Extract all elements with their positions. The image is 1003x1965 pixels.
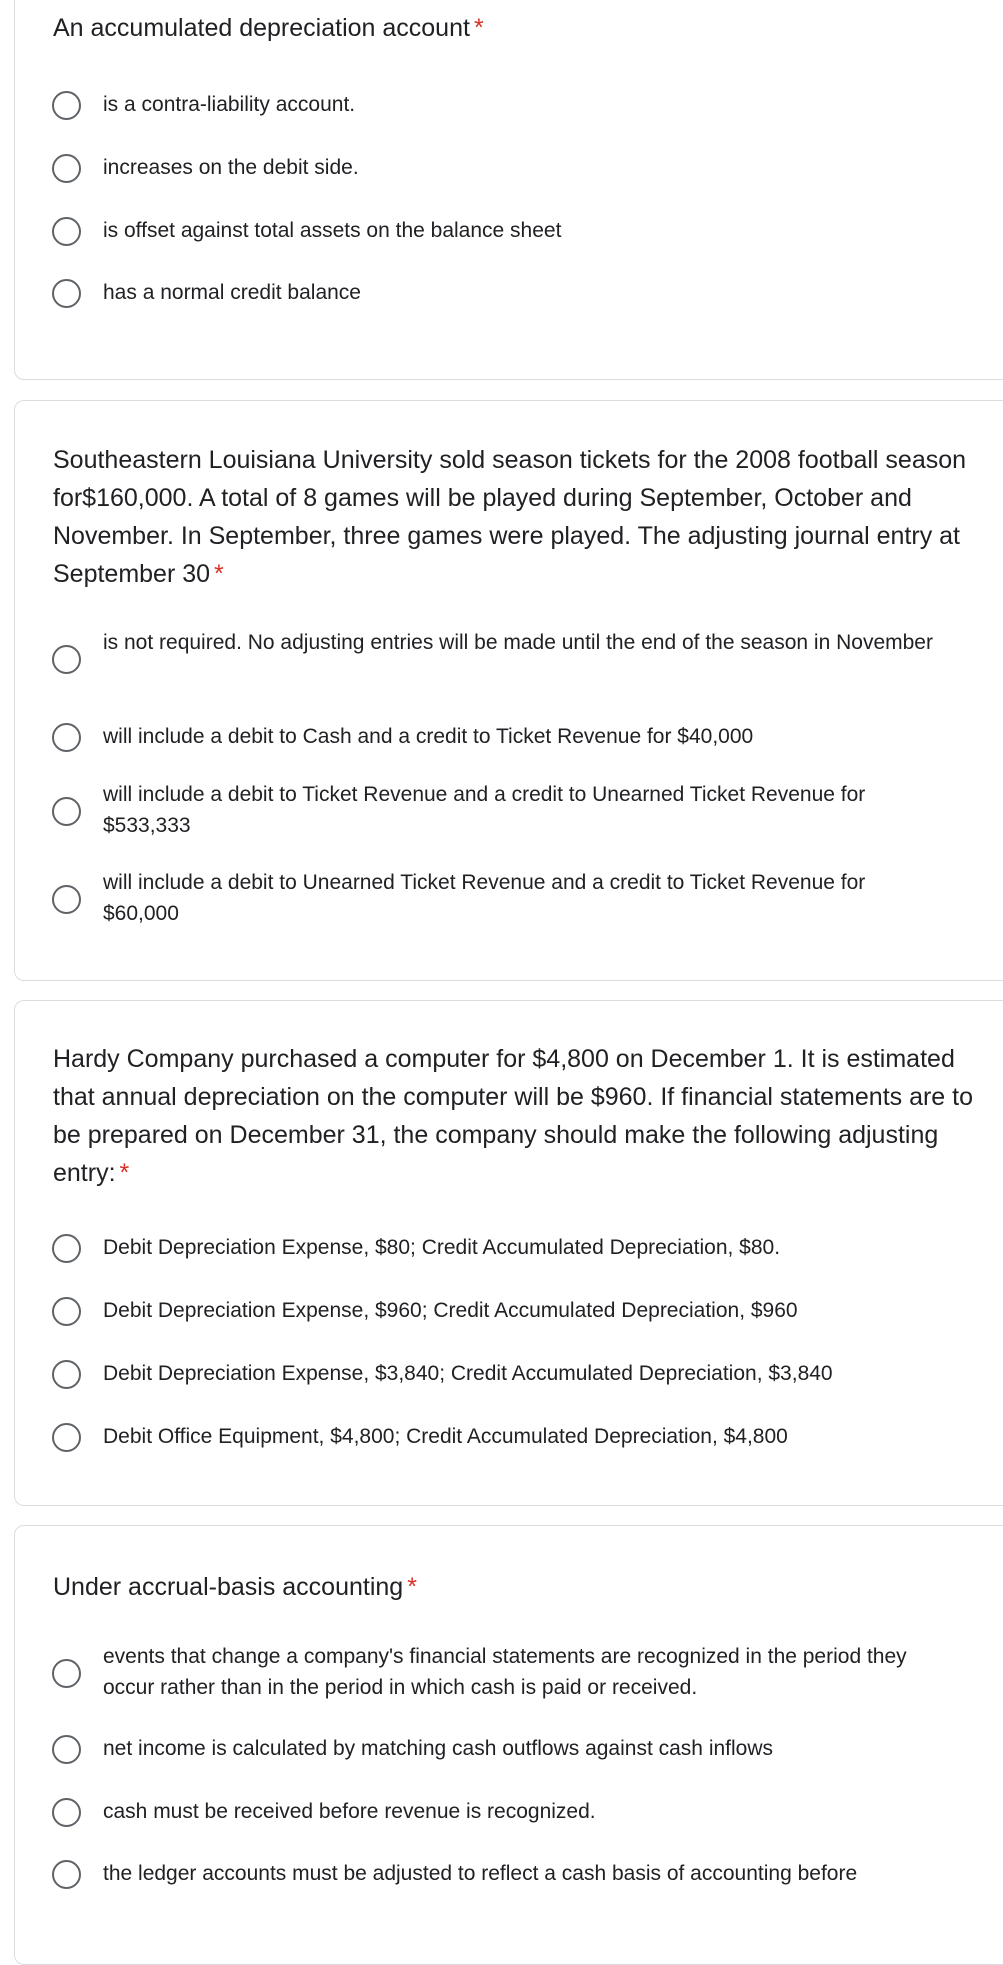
radio-option[interactable] [15,1729,1003,1769]
radio-button-icon[interactable] [52,217,81,246]
radio-option[interactable] [15,1641,1003,1705]
option-label: is offset against total assets on the balance sheet [103,219,562,242]
radio-option[interactable] [15,1792,1003,1832]
radio-button-icon[interactable] [52,1860,81,1889]
question-title [53,441,978,593]
required-asterisk: * [214,560,224,588]
radio-button-icon[interactable] [52,1423,81,1452]
radio-button-icon[interactable] [52,645,81,674]
option-label: Debit Depreciation Expense, $3,840; Credit Accumulated Depreciation, $3,840 [103,1362,833,1385]
radio-option[interactable] [15,779,1003,843]
option-label: Debit Depreciation Expense, $80; Credit Accumulated Depreciation, $80. [103,1236,781,1259]
radio-button-icon[interactable] [52,1735,81,1764]
option-label: will include a debit to Unearned Ticket Revenue and a credit to Ticket Revenue for $60,000 [103,871,866,925]
radio-option[interactable] [15,867,1003,931]
radio-button-icon[interactable] [52,154,81,183]
radio-option[interactable] [15,717,1003,757]
radio-option[interactable] [15,1417,1003,1457]
option-label: will include a debit to Cash and a credit to Ticket Revenue for $40,000 [103,725,754,748]
question-text: Southeastern Louisiana University sold season tickets for the 2008 football season for$160,000. A total of 8 games will be played during September, October and November. In September, three games were played. The adjusting journal entry at September 30 [53,446,967,588]
question-text: An accumulated depreciation account [53,14,470,42]
radio-option[interactable] [15,1291,1003,1331]
question-card [14,400,1003,981]
radio-button-icon[interactable] [52,797,81,826]
required-asterisk: * [473,14,484,42]
radio-option[interactable] [15,85,1003,125]
question-text: Hardy Company purchased a computer for $4,800 on December 1. It is estimated that annual depreciation on the computer will be $960. If financial statements are to be prepared on December 31, the company should make the following adjusting entry: [53,1045,974,1187]
required-asterisk: * [407,1573,417,1601]
radio-button-icon[interactable] [52,1659,81,1688]
radio-button-icon[interactable] [52,1234,81,1263]
radio-button-icon[interactable] [52,279,81,308]
question-title [53,1568,978,1606]
radio-button-icon[interactable] [52,1297,81,1326]
question-title [53,1040,978,1192]
radio-option[interactable] [15,1228,1003,1268]
question-text: Under accrual-basis accounting [53,1573,404,1601]
option-label: will include a debit to Ticket Revenue and a credit to Unearned Ticket Revenue for $533,333 [103,783,866,837]
required-asterisk: * [119,1159,130,1187]
option-label: Debit Depreciation Expense, $960; Credit Accumulated Depreciation, $960 [103,1299,798,1322]
option-label: events that change a company's financial statements are recognized in the period they occur rather than in the period in which cash is paid or received. [103,1645,907,1699]
radio-option[interactable] [15,1854,1003,1894]
radio-button-icon[interactable] [52,91,81,120]
question-card [14,0,1003,380]
radio-button-icon[interactable] [52,885,81,914]
option-label: has a normal credit balance [103,281,361,304]
option-label: is a contra-liability account. [103,93,356,116]
radio-option[interactable] [15,1354,1003,1394]
option-label: cash must be received before revenue is recognized. [103,1800,596,1823]
radio-option[interactable] [15,148,1003,188]
radio-option[interactable] [15,627,1003,691]
option-label: the ledger accounts must be adjusted to reflect a cash basis of accounting before [103,1862,858,1885]
radio-option[interactable] [15,211,1003,251]
radio-button-icon[interactable] [52,723,81,752]
option-label: Debit Office Equipment, $4,800; Credit Accumulated Depreciation, $4,800 [103,1425,788,1448]
radio-button-icon[interactable] [52,1360,81,1389]
question-card [14,1000,1003,1506]
radio-option[interactable] [15,273,1003,313]
question-card [14,1525,1003,1965]
radio-button-icon[interactable] [52,1798,81,1827]
option-label: is not required. No adjusting entries will be made until the end of the season in November [103,631,933,654]
option-label: increases on the debit side. [103,156,359,179]
question-title [53,9,978,47]
option-label: net income is calculated by matching cash outflows against cash inflows [103,1737,774,1760]
